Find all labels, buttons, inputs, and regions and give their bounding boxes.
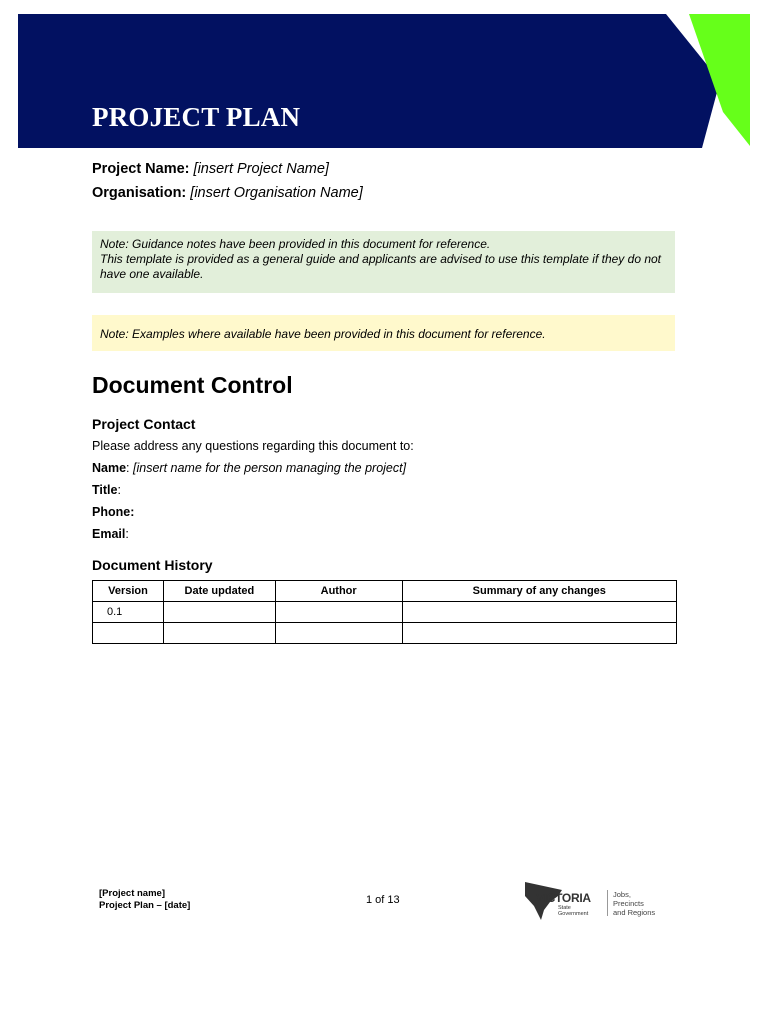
organisation-label: Organisation: (92, 185, 187, 201)
examples-note-text: Note: Examples where available have been provided in this document for reference. (100, 327, 546, 341)
organisation-value: [insert Organisation Name] (190, 185, 363, 201)
examples-note (92, 315, 675, 351)
table-cell-date[interactable] (163, 602, 275, 623)
project-name-label: Project Name: (92, 161, 190, 177)
table-header-row (93, 581, 677, 602)
logo-wordmark: VICTORIA (536, 891, 591, 905)
footer-project-plan-date: Project Plan – [date] (99, 900, 191, 911)
guidance-note-line1: Note: Guidance notes have been provided in this document for reference. (100, 237, 491, 251)
page-title: PROJECT PLAN (92, 102, 301, 132)
document-history-heading: Document History (92, 557, 213, 573)
footer-project-name: [Project name] (99, 888, 165, 899)
contact-intro: Please address any questions regarding this document to: (92, 439, 414, 453)
document-history-table (92, 580, 677, 644)
table-cell-version[interactable] (93, 623, 164, 644)
table-cell-date[interactable] (163, 623, 275, 644)
footer-project-info (99, 888, 190, 912)
contact-name-label: Name (92, 461, 127, 475)
logo-subtext (558, 905, 588, 917)
logo-dept-line2: Precincts (613, 899, 644, 908)
column-header-author: Author (275, 581, 402, 602)
contact-email-label: Email (92, 527, 126, 541)
table-row (93, 602, 677, 623)
logo-dept-line1: Jobs, (613, 890, 631, 899)
contact-name-value: [insert name for the person managing the project] (133, 461, 407, 475)
table-cell-version[interactable]: 0.1 (93, 602, 164, 623)
victoria-government-logo (524, 880, 664, 922)
page-number: 1 of 13 (366, 894, 400, 906)
project-name-line (92, 161, 329, 177)
column-header-version: Version (93, 581, 164, 602)
project-contact-heading: Project Contact (92, 416, 196, 432)
logo-divider (607, 890, 608, 916)
logo-department (613, 890, 655, 917)
contact-email-line: Email: (92, 527, 129, 541)
logo-sub-state: State (558, 905, 571, 911)
header-banner (18, 14, 750, 148)
logo-sub-government: Government (558, 911, 589, 917)
document-control-heading: Document Control (92, 372, 293, 398)
contact-phone-line (92, 505, 134, 519)
table-cell-author[interactable] (275, 623, 402, 644)
table-cell-summary[interactable] (402, 602, 676, 623)
guidance-note-line2: This template is provided as a general guide and applicants are advised to use this template if they do not have one available. (100, 252, 662, 281)
table-cell-summary[interactable] (402, 623, 676, 644)
table-row (93, 623, 677, 644)
logo-dept-line3: and Regions (613, 908, 656, 917)
contact-name-line: Name: [insert name for the person managing the project] (92, 461, 407, 475)
table-cell-author[interactable] (275, 602, 402, 623)
organisation-line (92, 185, 363, 201)
column-header-summary: Summary of any changes (402, 581, 676, 602)
project-name-value: [insert Project Name] (193, 161, 329, 177)
contact-title-label: Title (92, 483, 118, 497)
contact-phone-label: Phone: (92, 505, 135, 519)
contact-title-line: Title: (92, 483, 121, 497)
column-header-date-updated: Date updated (163, 581, 275, 602)
guidance-note (92, 231, 675, 293)
